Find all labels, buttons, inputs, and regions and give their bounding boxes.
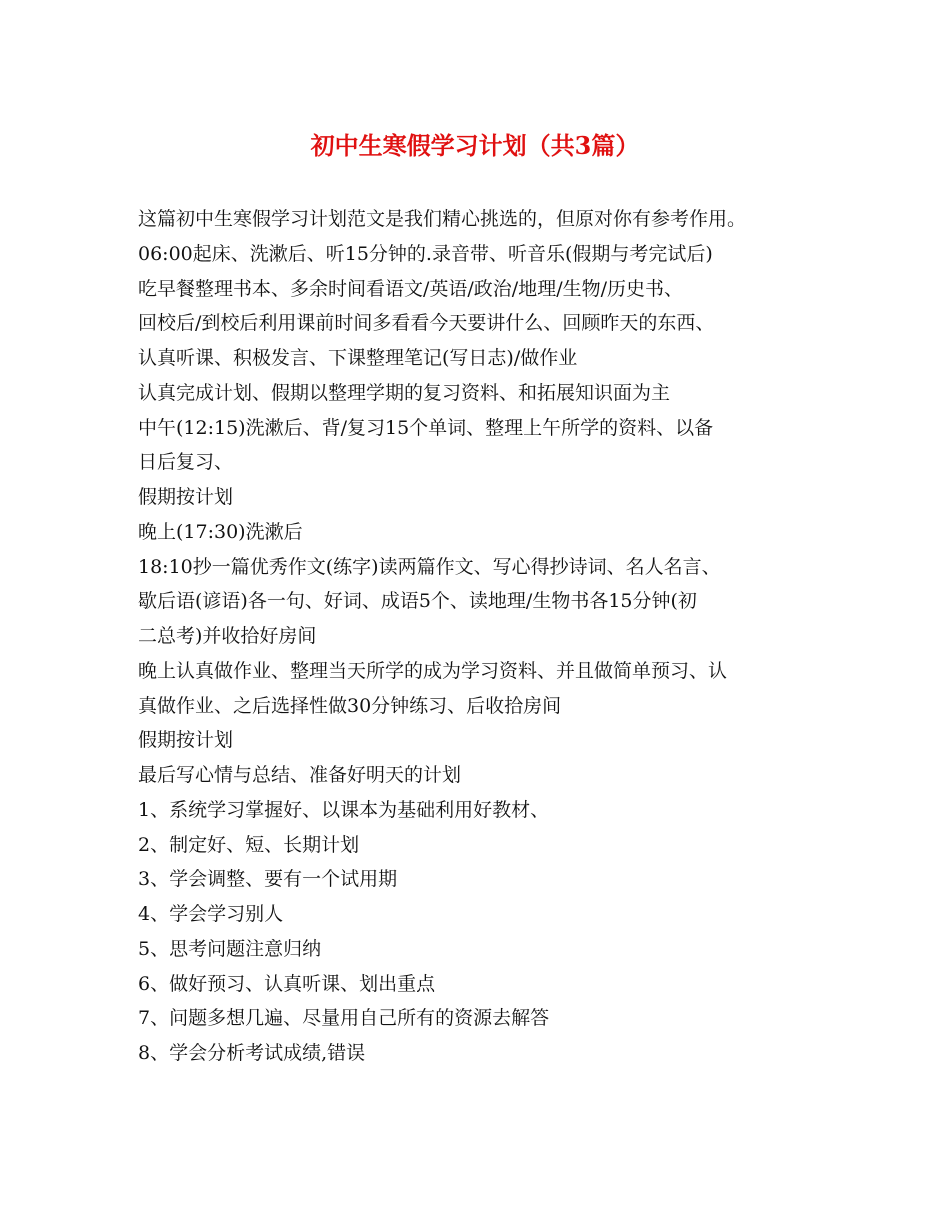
list-item: 6、做好预习、认真听课、划出重点 xyxy=(138,972,436,995)
document-title: 初中生寒假学习计划（共3篇） xyxy=(310,131,640,160)
body-line: 假期按计划 xyxy=(138,486,234,508)
list-item: 8、学会分析考试成绩,错误 xyxy=(138,1042,366,1064)
list-item: 7、问题多想几遍、尽量用自己所有的资源去解答 xyxy=(138,1007,550,1030)
list-item: 5、思考问题注意归纳 xyxy=(138,937,322,960)
list-item: 1、系统学习掌握好、以课本为基础利用好教材、 xyxy=(138,798,550,821)
body-line: 06:00起床、洗漱后、听15分钟的.录音带、听音乐(假期与考完试后) xyxy=(138,242,713,265)
body-line: 认真完成计划、假期以整理学期的复习资料、和拓展知识面为主 xyxy=(138,381,671,404)
body-line: 二总考)并收拾好房间 xyxy=(138,625,317,647)
body-line: 这篇初中生寒假学习计划范文是我们精心挑选的，但原对你有参考作用。 xyxy=(138,208,747,230)
body-line: 回校后/到校后利用课前时间多看看今天要讲什么、回顾昨天的东西、 xyxy=(138,312,715,335)
body-line: 晚上(17:30)洗漱后 xyxy=(138,520,303,543)
list-item: 4、学会学习别人 xyxy=(138,903,284,925)
body-line: 中午(12:15)洗漱后、背/复习15个单词、整理上午所学的资料、以备 xyxy=(138,416,714,439)
body-line: 日后复习、 xyxy=(138,451,234,474)
body-line: 18:10抄一篇优秀作文(练字)读两篇作文、写心得抄诗词、名人名言、 xyxy=(138,555,721,578)
document-body xyxy=(138,202,828,1071)
body-line: 晚上认真做作业、整理当天所学的成为学习资料、并且做简单预习、认 xyxy=(138,659,728,682)
body-line: 认真听课、积极发言、下课整理笔记(写日志)/做作业 xyxy=(138,347,578,369)
body-line: 最后写心情与总结、准备好明天的计划 xyxy=(138,764,462,786)
body-line: 真做作业、之后选择性做30分钟练习、后收拾房间 xyxy=(138,694,562,717)
list-item: 2、制定好、短、长期计划 xyxy=(138,833,360,856)
list-item: 3、学会调整、要有一个试用期 xyxy=(138,868,398,891)
body-line: 歇后语(谚语)各一句、好词、成语5个、读地理/生物书各15分钟(初 xyxy=(138,590,697,613)
body-line: 吃早餐整理书本、多余时间看语文/英语/政治/地理/生物/历史书、 xyxy=(138,277,684,300)
body-line: 假期按计划 xyxy=(138,729,234,752)
